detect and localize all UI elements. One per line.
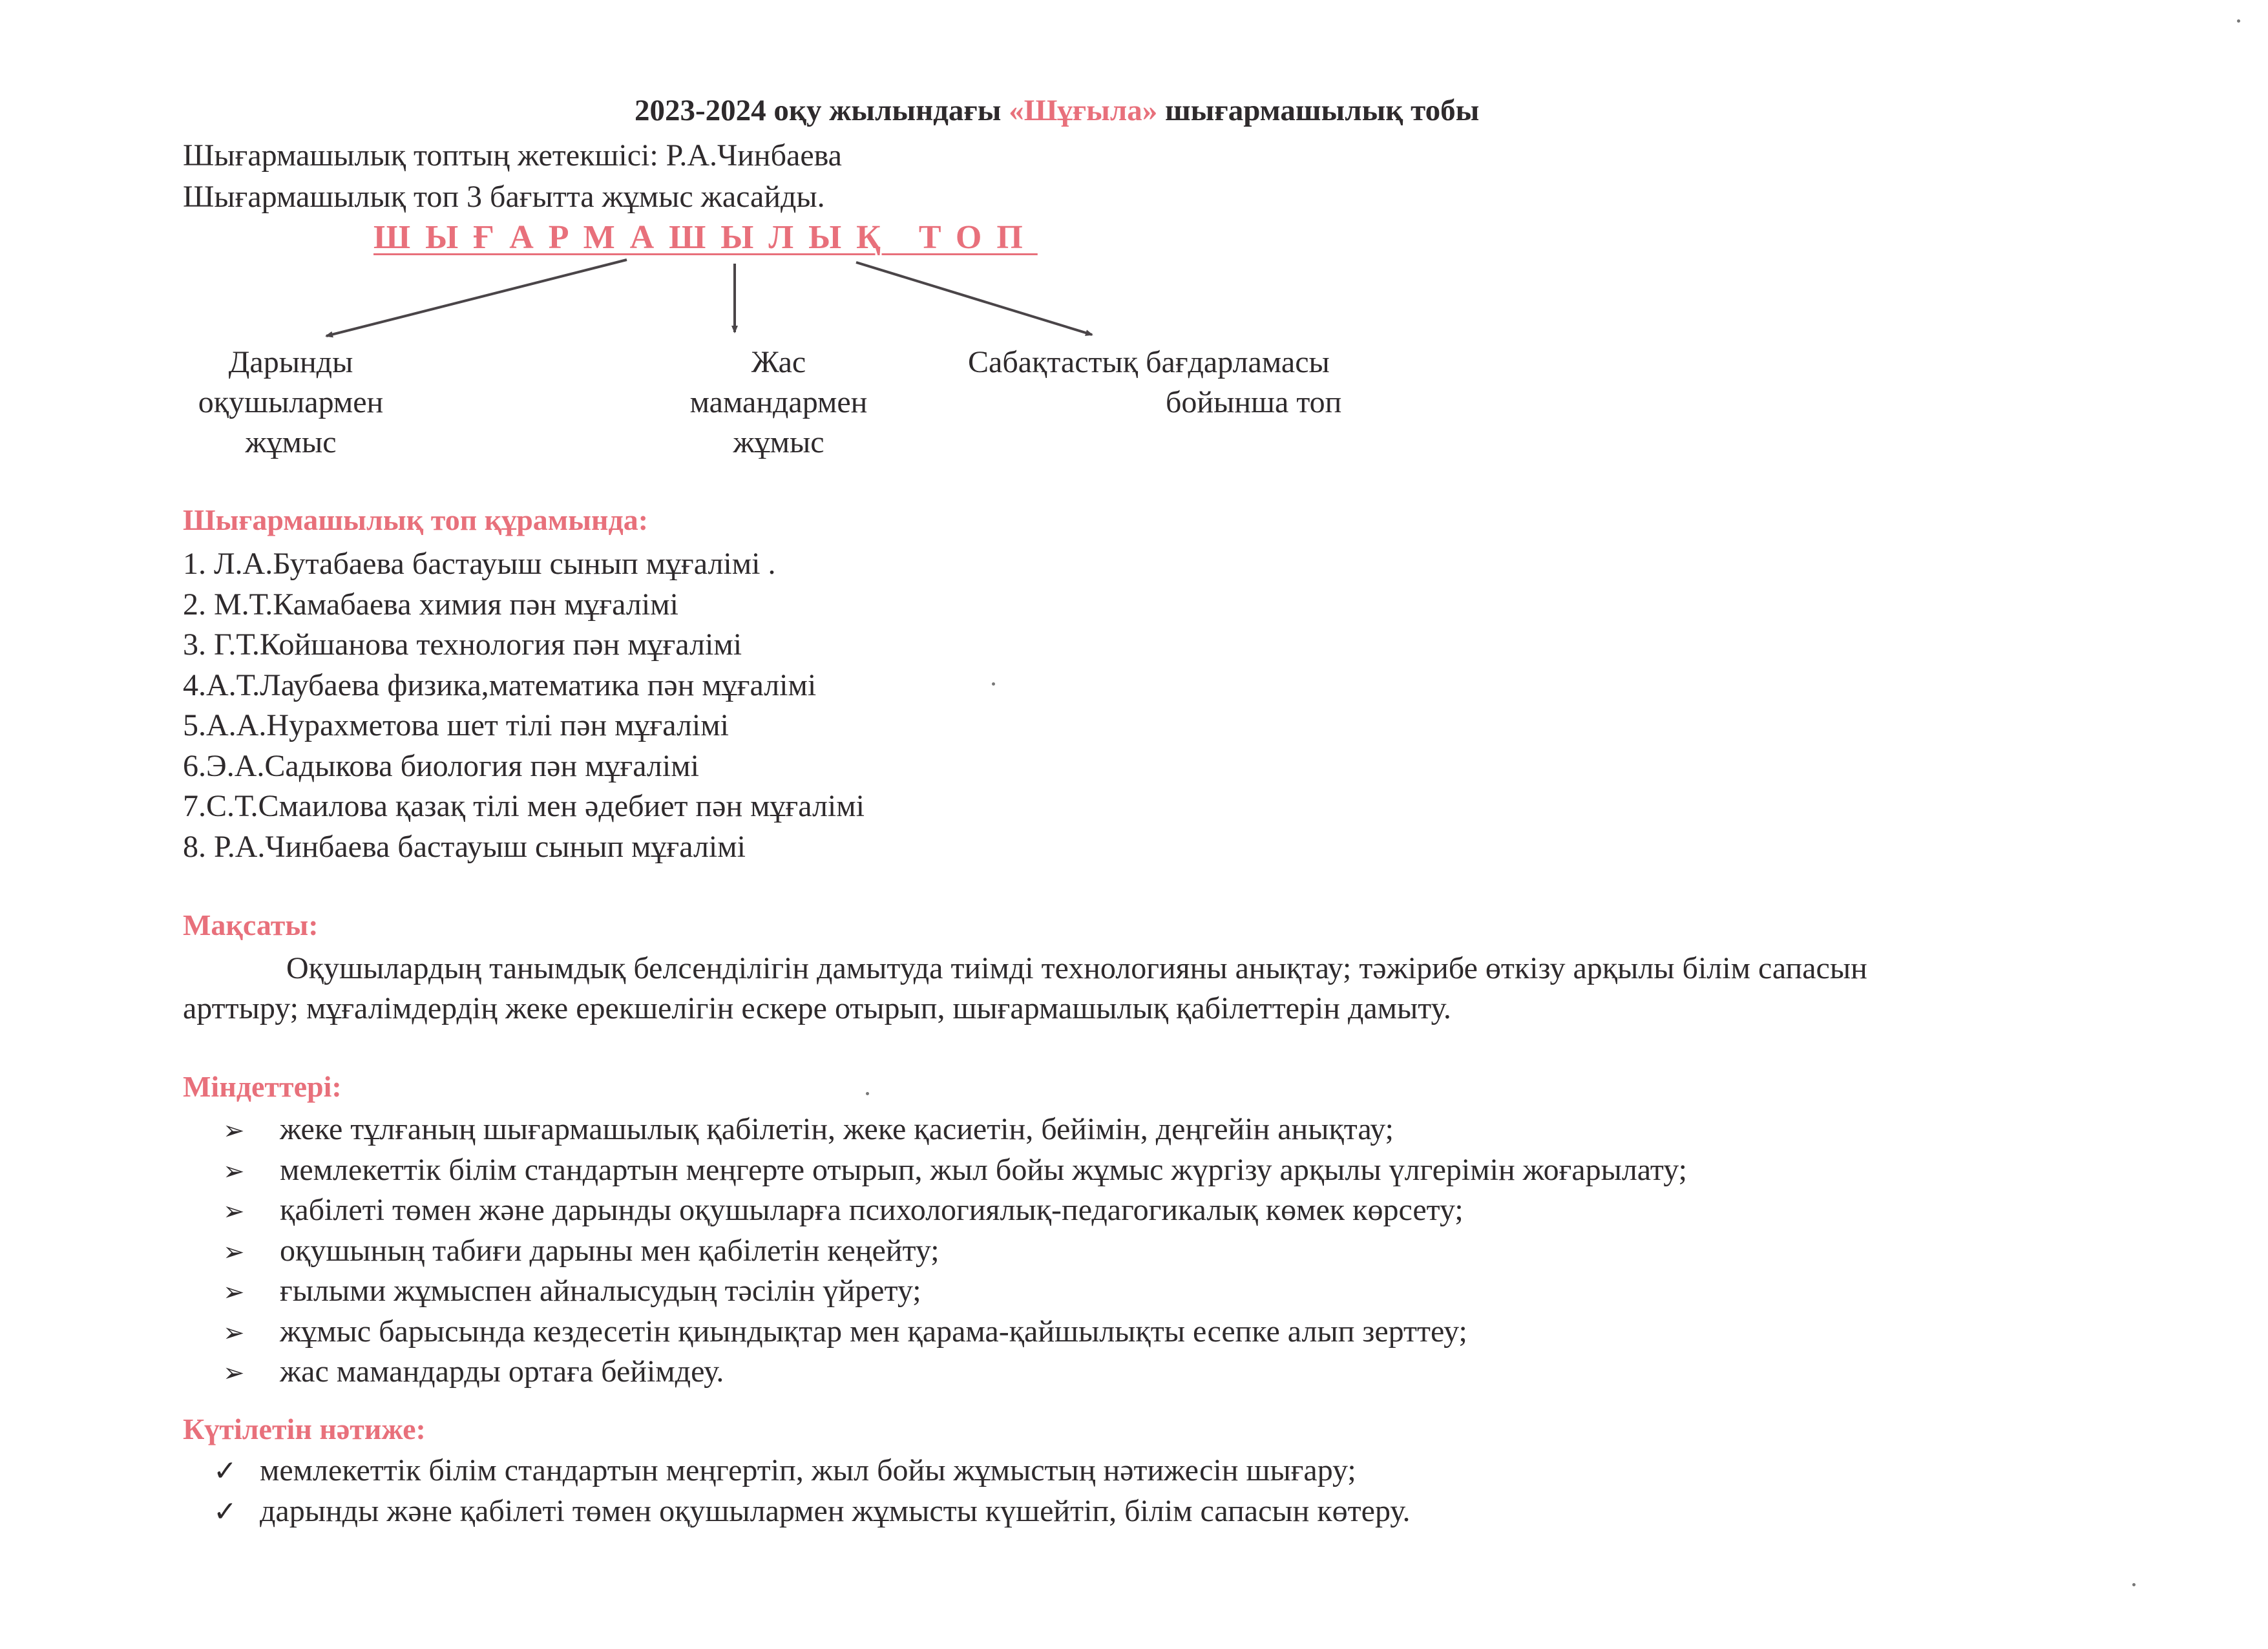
arrow-left [326, 260, 627, 336]
task-text: жас мамандарды ортаға бейімдеу. [280, 1354, 724, 1389]
goal-text-line2: арттыру; мұғалімдердің жеке ерекшелігін ескере отырып, шығармашылық қабілеттерін дамыту. [183, 991, 1451, 1025]
title-suffix: шығармашылық тобы [1157, 94, 1480, 127]
branch-gifted-students [162, 342, 420, 463]
member-item: 4.А.Т.Лаубаева физика,математика пән мұғалімі [183, 667, 817, 702]
task-item [223, 1231, 1687, 1272]
arrow-right [856, 262, 1092, 335]
result-item [213, 1451, 1411, 1491]
scan-speck [2237, 19, 2240, 23]
branch-line: мамандармен [689, 385, 868, 419]
result-item [213, 1491, 1411, 1532]
branch-line: оқушылармен [198, 385, 384, 419]
arrow-bullet-icon: ➢ [223, 1116, 245, 1146]
tasks-list [223, 1109, 1687, 1392]
scan-speck [992, 682, 995, 686]
task-text: қабілеті төмен және дарынды оқушыларға психологиялық-педагогикалық көмек көрсету; [280, 1193, 1464, 1227]
task-item [223, 1190, 1687, 1231]
branch-line: бойынша топ [1166, 385, 1342, 419]
member-item: 6.Э.А.Садыкова биология пән мұғалімі [183, 748, 699, 783]
member-item: 7.С.Т.Смаилова қазақ тілі мен әдебиет пән мұғалімі [183, 789, 865, 823]
arrow-bullet-icon: ➢ [223, 1237, 245, 1267]
member-item: 1. Л.А.Бутабаева бастауыш сынып мұғалімі . [183, 547, 776, 581]
task-text: оқушының табиғи дарыны мен қабілетін кеңейту; [280, 1233, 940, 1268]
branch-line: Дарынды [228, 345, 353, 379]
arrow-bullet-icon: ➢ [223, 1318, 245, 1348]
title-prefix: 2023-2024 оқу жылындағы [635, 94, 1009, 127]
result-text: дарынды және қабілеті төмен оқушылармен жұмысты күшейтіп, білім сапасын көтеру. [260, 1493, 1411, 1528]
task-item [223, 1352, 1687, 1392]
results-heading: Күтілетін нәтиже: [183, 1413, 426, 1445]
title-group-name: «Шұғыла» [1009, 94, 1158, 127]
leader-line: Шығармашылық топтың жетекшісі: Р.А.Чинбаева [183, 138, 842, 173]
task-text: жұмыс барысында кездесетін қиындықтар мен қарама-қайшылықты есепке алып зерттеу; [280, 1314, 1467, 1349]
arrow-bullet-icon: ➢ [223, 1358, 245, 1388]
tasks-heading: Міндеттері: [183, 1070, 342, 1103]
results-list [213, 1451, 1411, 1531]
arrow-bullet-icon: ➢ [223, 1277, 245, 1307]
arrow-bullet-icon: ➢ [223, 1156, 245, 1186]
composition-heading: Шығармашылық топ құрамында: [183, 503, 649, 536]
task-item [223, 1312, 1687, 1352]
result-text: мемлекеттік білім стандартын меңгертіп, жыл бойы жұмыстың нәтижесін шығару; [260, 1453, 1356, 1487]
member-item: 8. Р.А.Чинбаева бастауыш сынып мұғалімі [183, 829, 746, 864]
diagram-root: ШЫҒАРМАШЫЛЫҚ ТОП [373, 219, 1038, 256]
task-text: мемлекеттік білім стандартын меңгерте отырып, жыл бойы жұмыс жүргізу арқылы үлгерімін жоғарылату; [280, 1152, 1687, 1187]
scan-speck [866, 1092, 869, 1095]
branch-line: жұмыс [733, 425, 824, 459]
goal-heading: Мақсаты: [183, 909, 319, 941]
task-item [223, 1150, 1687, 1191]
member-item: 3. Г.Т.Койшанова технология пән мұғалімі [183, 627, 742, 662]
checkmark-icon: ✓ [213, 1455, 237, 1487]
checkmark-icon: ✓ [213, 1495, 237, 1528]
goal-text-line1: Оқушылардың танымдық белсенділігін дамытуда тиімді технологияны анықтау; тәжірибе өткізу арқылы білім сапасын [286, 951, 1867, 985]
task-item [223, 1109, 1687, 1150]
branch-line: Сабақтастық бағдарламасы [968, 345, 1330, 379]
member-item: 5.А.А.Нурахметова шет тілі пән мұғалімі [183, 708, 729, 742]
branch-continuity-program [968, 342, 1341, 423]
member-item: 2. М.Т.Камабаева химия пән мұғалімі [183, 587, 678, 622]
arrow-bullet-icon: ➢ [223, 1197, 245, 1226]
task-item [223, 1271, 1687, 1312]
branch-line: Жас [751, 345, 806, 379]
task-text: жеке тұлғаның шығармашылық қабілетін, жеке қасиетін, бейімін, деңгейін анықтау; [280, 1112, 1394, 1146]
branch-young-specialists [649, 342, 908, 463]
document-title [635, 93, 1479, 128]
task-text: ғылыми жұмыспен айналысудың тәсілін үйрету; [280, 1274, 921, 1308]
branch-line: жұмыс [245, 425, 337, 459]
scan-speck [2132, 1583, 2136, 1586]
directions-line: Шығармашылық топ 3 бағытта жұмыс жасайды. [183, 180, 825, 214]
members-list [183, 544, 865, 867]
